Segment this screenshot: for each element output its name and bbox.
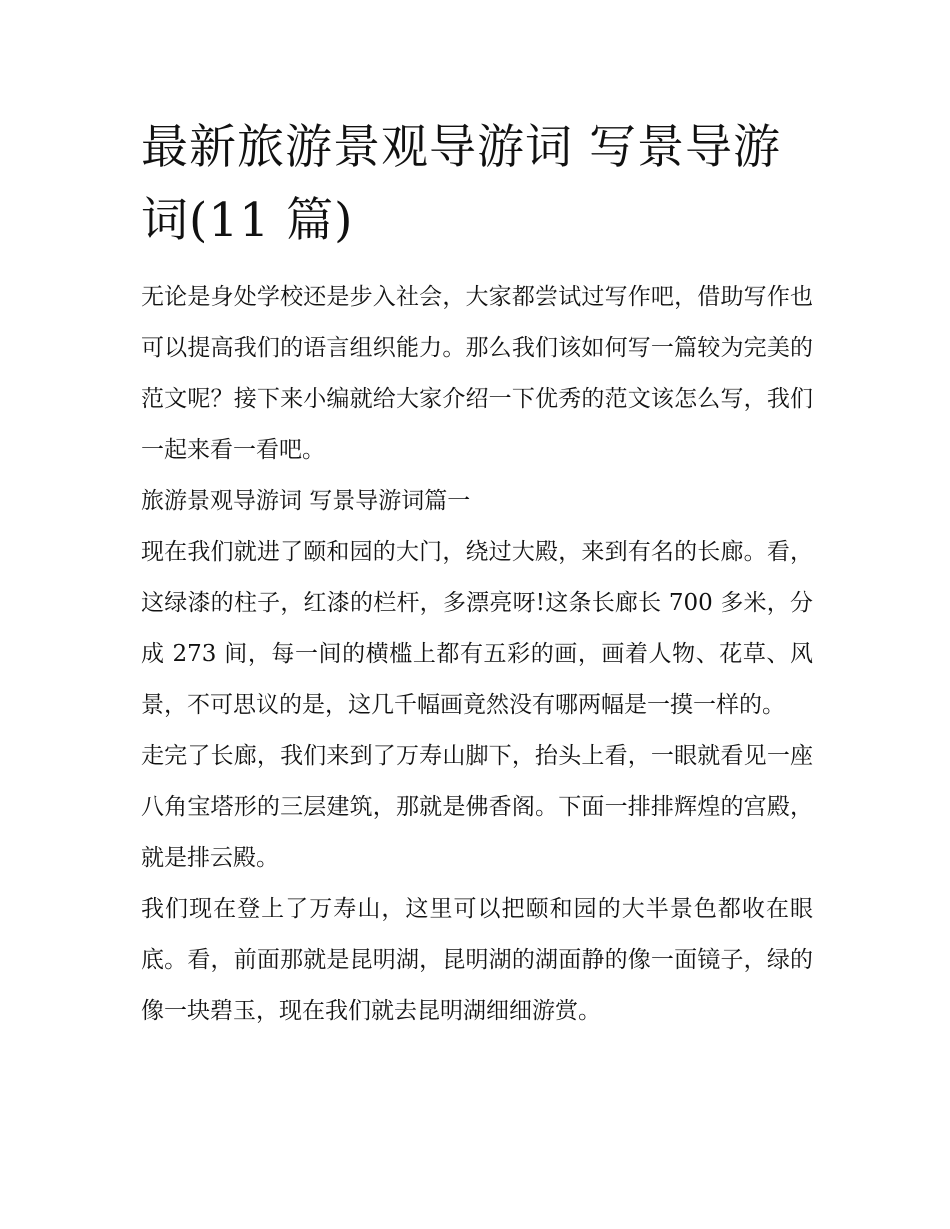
document-title: 最新旅游景观导游词 写景导游词(11 篇) <box>141 120 781 248</box>
document-page <box>141 112 813 1037</box>
intro-paragraph: 无论是身处学校还是步入社会，大家都尝试过写作吧，借助写作也可以提高我们的语言组织能力。那么我们该如何写一篇较为完美的范文呢？接下来小编就给大家介绍一下优秀的范文该怎么写，我们一起来看一看吧。 <box>141 283 813 463</box>
section-heading: 旅游景观导游词 写景导游词篇一 <box>141 487 471 514</box>
body-paragraph-1: 现在我们就进了颐和园的大门，绕过大殿，来到有名的长廊。看，这绿漆的柱子，红漆的栏杆，多漂亮呀!这条长廊长 700 多米，分成 273 间，每一间的横槛上都有五彩的画，画着人物、花草、风景，不可思议的是，这几千幅画竟然没有哪两幅是一摸一样的。 <box>141 538 813 718</box>
body-paragraph-2: 走完了长廊，我们来到了万寿山脚下，抬头上看，一眼就看见一座八角宝塔形的三层建筑，那就是佛香阁。下面一排排辉煌的宫殿，就是排云殿。 <box>141 742 813 871</box>
body-paragraph-3: 我们现在登上了万寿山，这里可以把颐和园的大半景色都收在眼底。看，前面那就是昆明湖，昆明湖的湖面静的像一面镜子，绿的像一块碧玉，现在我们就去昆明湖细细游赏。 <box>141 895 813 1024</box>
